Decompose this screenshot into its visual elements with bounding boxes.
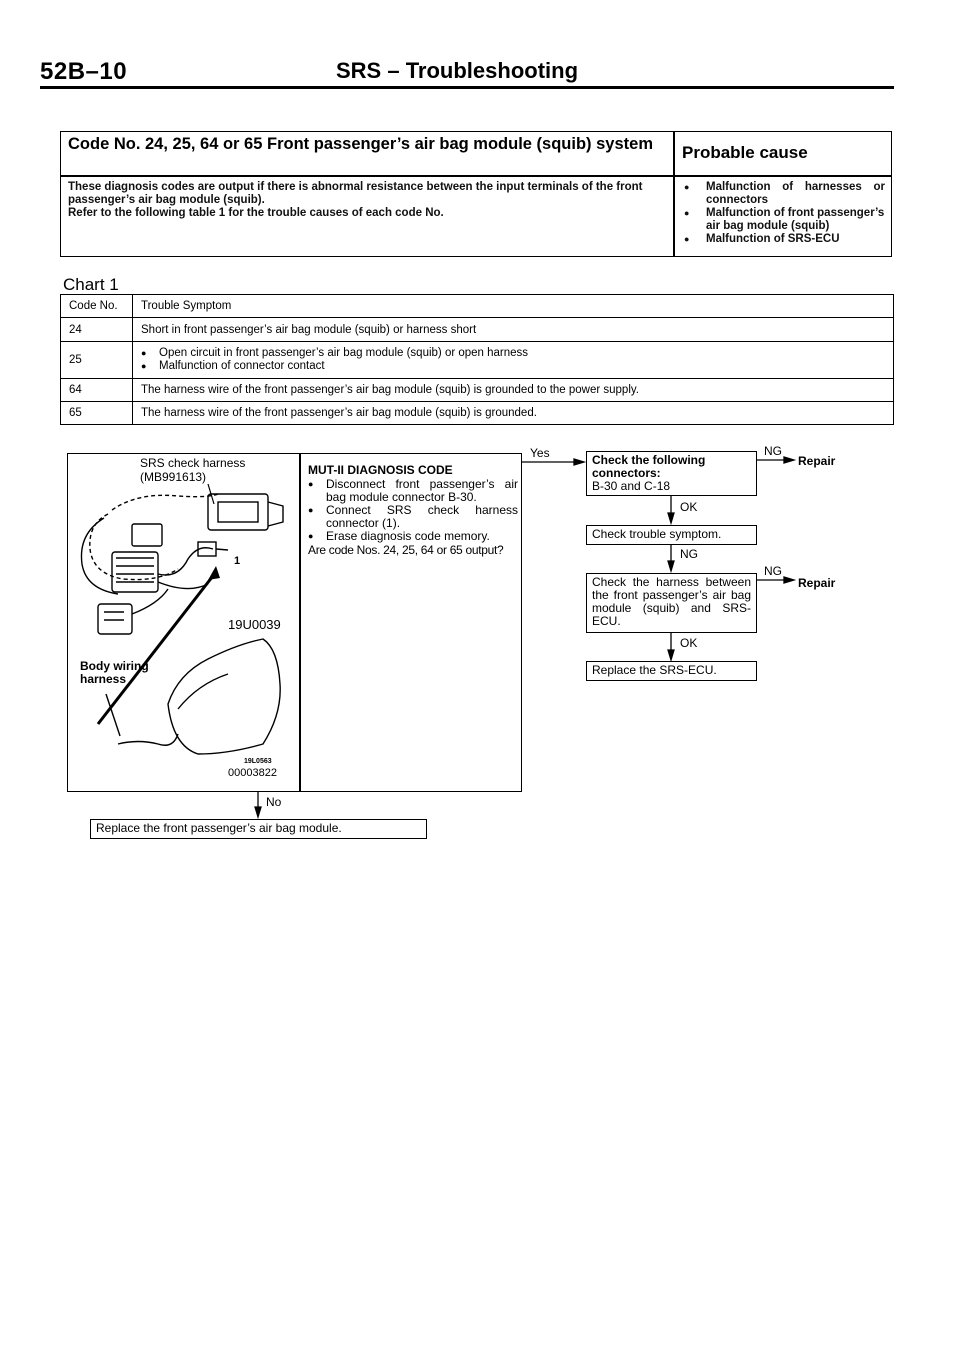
page-title: SRS – Troubleshooting bbox=[336, 58, 579, 83]
mut-question: Are code Nos. 24, 25, 64 or 65 output? bbox=[308, 543, 504, 557]
figure-code: 19U0039 bbox=[228, 617, 281, 632]
yes-label: Yes bbox=[530, 446, 550, 460]
check-harness-box: Check the harness between the front passenger’s air bag module (squib) and SRS-ECU. bbox=[586, 573, 757, 633]
figure-code: 00003822 bbox=[228, 767, 277, 779]
body-wiring-text: Body wiring bbox=[80, 659, 149, 673]
table-cell-symptom: Short in front passenger’s air bag module (squib) or harness short bbox=[133, 318, 894, 342]
table-cell-symptom: The harness wire of the front passenger’s air bag module (squib) is grounded to the power supply. bbox=[133, 379, 894, 402]
repair-label: Repair bbox=[798, 454, 836, 468]
figure-code-small: 19L0563 bbox=[244, 758, 272, 765]
table-cell-code: 64 bbox=[61, 379, 133, 402]
page-number: 52B–10 bbox=[40, 58, 128, 85]
check-connectors-line: B-30 and C-18 bbox=[592, 479, 671, 493]
check-symptom-box: Check trouble symptom. bbox=[586, 525, 757, 545]
table-header-code: Code No. bbox=[61, 295, 133, 318]
symptom-item: ● Open circuit in front passenger’s air bag module (squib) or open harness bbox=[141, 347, 885, 360]
check-connectors-line: connectors: bbox=[592, 466, 661, 480]
check-connectors-line: Check the following bbox=[592, 453, 706, 467]
replace-ecu-box: Replace the SRS-ECU. bbox=[586, 661, 757, 681]
ok-label: OK bbox=[680, 636, 698, 650]
mut-step: ● Connect SRS check harness connector (1). bbox=[308, 504, 518, 530]
cause-item: ● Malfunction of harnesses or connectors bbox=[680, 181, 885, 207]
chart-label: Chart 1 bbox=[63, 275, 119, 294]
diagnosis-description-line: These diagnosis codes are output if there is abnormal resistance between the input terminals of the front passenger’s air bag module (squib). bbox=[68, 181, 643, 206]
table-cell-symptom: The harness wire of the front passenger’s air bag module (squib) is grounded. bbox=[133, 402, 894, 425]
table-cell-code: 65 bbox=[61, 402, 133, 425]
check-connectors-box bbox=[586, 451, 757, 496]
cause-item: ● Malfunction of SRS-ECU bbox=[680, 233, 885, 246]
harness-label-text: SRS check harness bbox=[140, 456, 246, 470]
ok-label: OK bbox=[680, 500, 698, 514]
repair-label: Repair bbox=[798, 576, 836, 590]
harness-part-number: (MB991613) bbox=[140, 470, 207, 484]
mut-step: ● Erase diagnosis code memory. bbox=[308, 530, 518, 543]
table-cell-code: 25 bbox=[61, 342, 133, 379]
diagnosis-heading: Code No. 24, 25, 64 or 65 Front passenger’s air bag module (squib) system bbox=[68, 135, 654, 153]
mut-title: MUT-II DIAGNOSIS CODE bbox=[308, 463, 453, 477]
cause-item: ● Malfunction of front passenger’s air bag module (squib) bbox=[680, 207, 885, 233]
probable-cause-heading: Probable cause bbox=[682, 143, 808, 162]
ng-label: NG bbox=[680, 547, 698, 561]
diagnosis-description-line: Refer to the following table 1 for the trouble causes of each code No. bbox=[68, 207, 444, 219]
ng-label: NG bbox=[764, 564, 782, 578]
table-header-symptom: Trouble Symptom bbox=[133, 295, 894, 318]
body-wiring-text: harness bbox=[80, 672, 127, 686]
no-label: No bbox=[266, 795, 282, 809]
mut-step: ● Disconnect front passenger’s air bag module connector B-30. bbox=[308, 478, 518, 504]
symptom-item: ● Malfunction of connector contact bbox=[141, 360, 885, 373]
table-cell-code: 24 bbox=[61, 318, 133, 342]
ng-label: NG bbox=[764, 444, 782, 458]
replace-module-box: Replace the front passenger’s air bag module. bbox=[90, 819, 427, 839]
connector-number: 1 bbox=[234, 555, 241, 567]
